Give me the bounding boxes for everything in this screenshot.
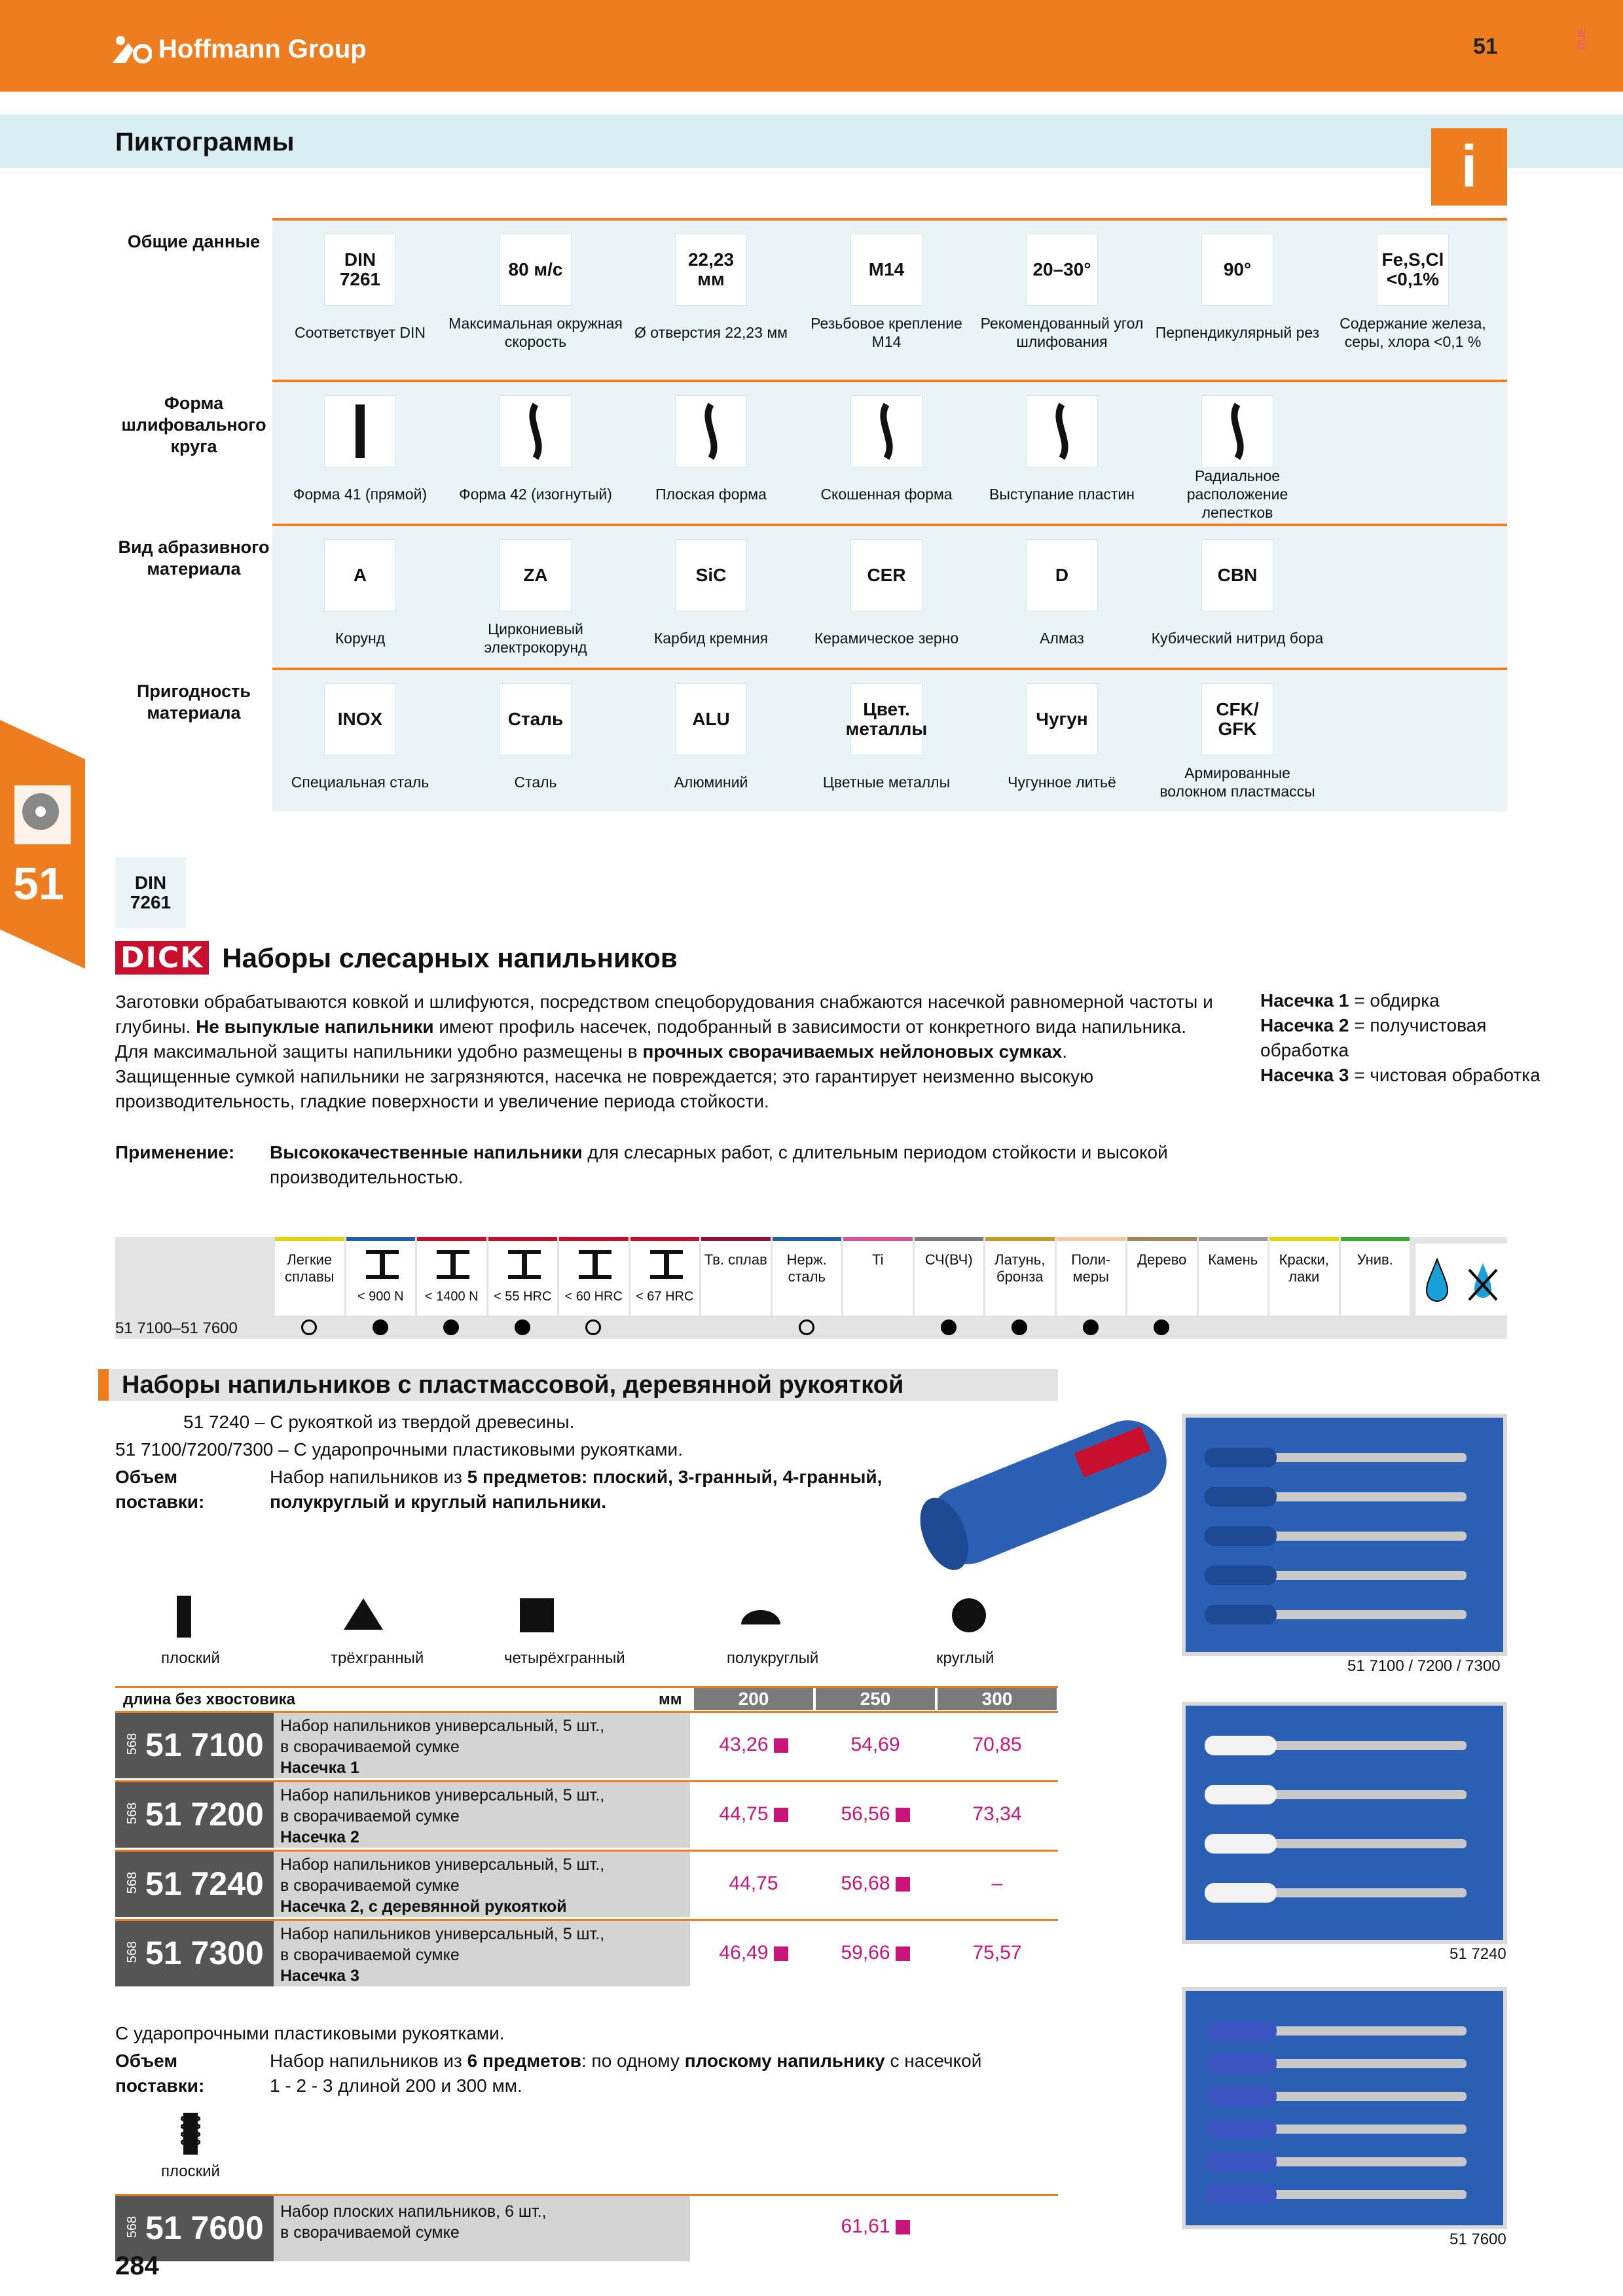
rolled-bag-image <box>910 1407 1185 1577</box>
product-description: Набор напильников универсальный, 5 шт., в сворачиваемой сумке Насечка 3 <box>280 1925 605 1985</box>
chapter-tab <box>0 720 85 969</box>
product-description: Набор напильников универсальный, 5 шт., в сворачиваемой сумке Насечка 2, с деревянной рукояткой <box>280 1856 605 1916</box>
pictogram-symbol: Fe,S,Cl <0,1% <box>1377 234 1448 305</box>
file-handle <box>1205 2087 1277 2106</box>
pictogram-label: Ø отверстия 22,23 мм <box>634 324 788 341</box>
pictogram-label: Соответствует DIN <box>294 324 426 341</box>
image-caption-3: 51 7600 <box>1450 2231 1506 2248</box>
pictogram-symbol: CER <box>851 540 922 611</box>
pictogram-symbol <box>1027 396 1097 467</box>
material-label: Ti <box>871 1251 884 1268</box>
coolant-drop-icon <box>1424 1257 1450 1302</box>
category-label: Вид абразивного материала <box>118 537 270 579</box>
pictogram-item <box>623 396 799 514</box>
file-profile-label: трёхгранный <box>331 1649 424 1667</box>
price-table-header: длина без хвостовика мм 200 250 300 <box>115 1686 1058 1710</box>
divider <box>115 668 1507 670</box>
pictogram-symbol: A <box>325 540 395 611</box>
pictogram-label: Сталь <box>514 774 557 791</box>
info-icon: i <box>1431 128 1507 206</box>
pictogram-symbol <box>851 396 922 467</box>
product-code[interactable]: 51 7200 <box>145 1796 264 1833</box>
suitability-mark <box>1154 1319 1169 1335</box>
product-description: Набор напильников универсальный, 5 шт., в сворачиваемой сумке Насечка 1 <box>280 1717 605 1777</box>
chapter-number: 51 <box>1473 34 1498 59</box>
material-label: Латунь, бронза <box>994 1251 1046 1285</box>
material-sub: < 1400 N <box>424 1289 479 1304</box>
pictogram-symbol: Чугун <box>1027 684 1097 755</box>
price-cell: 56,56 <box>816 1803 935 1825</box>
product-prefix: 568 <box>125 1732 140 1755</box>
coolant-icons <box>1415 1244 1507 1316</box>
material-sub: < 67 HRC <box>636 1289 694 1304</box>
pictogram-item <box>799 234 974 352</box>
pictogram-label: Карбид кремния <box>653 630 769 647</box>
pictogram-symbol: D <box>1027 540 1097 611</box>
pictogram-symbol <box>676 396 746 467</box>
dick-logo: DICK <box>115 941 209 975</box>
pictogram-item <box>974 234 1150 352</box>
stock-indicator <box>774 1808 788 1822</box>
material-sub: < 55 HRC <box>494 1289 552 1304</box>
material-sub: < 60 HRC <box>564 1289 623 1304</box>
pictogram-symbol <box>325 396 395 467</box>
material-label: Тв. сплав <box>704 1251 767 1268</box>
file-blade <box>1244 1571 1467 1580</box>
page-number: 284 <box>115 2251 159 2280</box>
divider <box>115 218 1507 221</box>
pictogram-item <box>799 540 974 658</box>
suitability-mark <box>799 1319 814 1335</box>
material-label: Дерево <box>1137 1251 1187 1268</box>
price-cell: – <box>991 1873 1003 1894</box>
file-blade <box>1244 1532 1467 1541</box>
product-use: Применение: Высококачественные напильники для слесарных работ, с длительным периодом стойкости и высокой производительностью. <box>115 1142 1168 1187</box>
file-blade <box>1244 2125 1467 2134</box>
stock-indicator <box>774 1946 788 1961</box>
flat-file-icon <box>181 2113 200 2155</box>
file-blade <box>1244 1610 1467 1619</box>
language-code: RUE <box>1576 27 1588 50</box>
product-prefix: 568 <box>125 1802 140 1825</box>
stock-indicator <box>896 1946 910 1961</box>
pictogram-symbol <box>500 396 571 467</box>
price-cell: 56,68 <box>816 1873 935 1895</box>
material-label: Унив. <box>1357 1251 1393 1268</box>
file-handle <box>1205 1605 1277 1624</box>
pictogram-label: Корунд <box>335 630 386 647</box>
suitability-mark <box>373 1319 388 1335</box>
pictogram-item <box>1150 684 1325 802</box>
pictogram-label: Плоская форма <box>655 486 767 503</box>
pictogram-item <box>799 684 974 802</box>
pictogram-item <box>1150 540 1325 658</box>
product-header <box>115 941 678 975</box>
file-profile-label: четырёхгранный <box>504 1649 625 1667</box>
file-profile-label: круглый <box>936 1649 994 1667</box>
category-label: Форма шлифовального круга <box>121 393 266 456</box>
pictogram-symbol: 90° <box>1202 234 1273 305</box>
pictogram-symbol: CBN <box>1202 540 1273 611</box>
steel-beam-web <box>380 1251 385 1278</box>
file-handle <box>1205 1883 1277 1903</box>
second-set-line1: С ударопрочными пластиковыми рукоятками. <box>115 2023 505 2043</box>
pictogram-label: Цветные металлы <box>822 774 951 791</box>
pictogram-item <box>1150 234 1325 352</box>
stock-indicator <box>774 1738 788 1753</box>
product-prefix: 568 <box>125 2215 140 2238</box>
pictogram-label: Керамическое зерно <box>814 630 959 647</box>
suitability-mark <box>443 1319 459 1335</box>
pictogram-label: Радиальное расположение лепестков <box>1186 467 1288 521</box>
file-blade <box>1244 2157 1467 2166</box>
price-cell: 46,49 <box>694 1942 813 1964</box>
product-prefix: 568 <box>125 1941 140 1964</box>
price-cell: 44,75 <box>729 1873 778 1894</box>
pictogram-item <box>272 540 448 658</box>
file-handle <box>1205 1834 1277 1854</box>
price-row <box>115 1711 1058 1779</box>
pictogram-label: Алюминий <box>674 774 748 791</box>
price-row-517600 <box>115 2194 1058 2262</box>
divider <box>115 524 1507 526</box>
pictogram-symbol: Цвет. металлы <box>851 684 922 755</box>
stock-indicator <box>896 1808 910 1822</box>
file-blade <box>1244 2092 1467 2101</box>
brand-logo-icon <box>113 34 152 64</box>
file-profile-icon <box>949 1596 991 1641</box>
cut-legend: Насечка 1 = обдирка Насечка 2 = получистовая обработка Насечка 3 = чистовая обработка <box>1260 990 1541 1085</box>
pictogram-item <box>974 396 1150 514</box>
pictogram-label: Выступание пластин <box>989 486 1135 503</box>
material-range: 51 7100–51 7600 <box>115 1319 238 1337</box>
suitability-mark <box>1083 1319 1099 1335</box>
file-handle <box>1205 1487 1277 1507</box>
file-handle <box>1205 1736 1277 1755</box>
pictogram-symbol: DIN 7261 <box>325 234 395 305</box>
product-description: Заготовки обрабатываются ковкой и шлифуются, посредством спецоборудования снабжаются насечкой равномерной частоты и глубины. Не выпуклые напильники имеют профиль насечек, подобранный в зависимости от конкретного вида напильника. Для максимальной защиты напильники удобно размещены в прочных сворачиваемых нейлоновых сумках. Защищенные сумкой напильники не загрязняются, насечка не повреждается; это гарантирует неизменно высокую производительность, гладкие поверхности и увеличение периода стойкости. <box>115 992 1213 1111</box>
file-blade <box>1244 2190 1467 2199</box>
material-label: Легкие сплавы <box>285 1251 335 1285</box>
file-handle <box>1205 2054 1277 2073</box>
pictogram-symbol: SiC <box>676 540 746 611</box>
pictogram-label: Максимальная окружная скорость <box>448 315 623 350</box>
price-cell: 73,34 <box>972 1803 1022 1825</box>
pictogram-item <box>974 684 1150 802</box>
pictogram-symbol: 80 м/с <box>500 234 571 305</box>
section-title: Пиктограммы <box>115 128 295 156</box>
stock-indicator <box>896 1877 910 1892</box>
pictogram-label: Армированные волокном пластмассы <box>1159 764 1315 800</box>
pictogram-item <box>1150 396 1325 521</box>
material-label: Камень <box>1208 1251 1258 1268</box>
image-caption-1: 51 7100 / 7200 / 7300 <box>1347 1657 1501 1675</box>
steel-beam-web <box>593 1251 598 1278</box>
brand-name: Hoffmann Group <box>158 34 367 63</box>
file-profile-icon <box>740 1596 782 1641</box>
divider <box>115 380 1507 382</box>
subsection-title: Наборы напильников с пластмассовой, деревянной рукояткой <box>98 1369 1058 1401</box>
price-row <box>115 1780 1058 1848</box>
size-200: 200 <box>694 1688 813 1710</box>
file-handle <box>1205 2152 1277 2172</box>
price-cell: 59,66 <box>816 1942 935 1964</box>
pictogram-label: Форма 42 (изогнутый) <box>459 486 612 503</box>
pictogram-label: Резьбовое крепление М14 <box>811 315 962 350</box>
product-code[interactable]: 51 7300 <box>145 1935 264 1971</box>
file-blade <box>1244 1492 1467 1501</box>
product-code[interactable]: 51 7100 <box>145 1727 264 1763</box>
file-blade <box>1244 1741 1467 1750</box>
price-cell: 70,85 <box>972 1734 1022 1755</box>
file-blade <box>1244 1453 1467 1462</box>
steel-beam-web <box>522 1251 527 1278</box>
price-row <box>115 1919 1058 1987</box>
file-profile-icon <box>517 1596 559 1641</box>
pictogram-symbol: 22,23 мм <box>676 234 746 305</box>
pictogram-label: Рекомендованный угол шлифования <box>980 315 1144 350</box>
pictogram-item <box>272 396 448 514</box>
suitability-mark <box>1012 1319 1027 1335</box>
pictogram-item <box>448 684 623 802</box>
pictogram-label: Кубический нитрид бора <box>1151 630 1324 647</box>
steel-beam-web <box>450 1251 456 1278</box>
product-description: Набор напильников универсальный, 5 шт., в сворачиваемой сумке Насечка 2 <box>280 1786 605 1846</box>
pictogram-item <box>623 540 799 658</box>
pictogram-item <box>799 396 974 514</box>
image-caption-2: 51 7240 <box>1450 1945 1506 1963</box>
din-badge: DIN 7261 <box>115 857 186 928</box>
pictogram-item <box>448 396 623 514</box>
pictogram-item <box>623 234 799 352</box>
steel-beam-web <box>664 1251 669 1278</box>
pictogram-label: Содержание железа, серы, хлора <0,1 % <box>1340 315 1486 350</box>
file-blade <box>1244 1888 1467 1897</box>
brand-logo <box>113 34 367 64</box>
subsection-line2: 51 7100/7200/7300 – С ударопрочными пластиковыми рукоятками. <box>115 1439 683 1460</box>
price-250: 61,61 <box>816 2215 935 2238</box>
price-cell: 75,57 <box>972 1942 1022 1964</box>
file-blade <box>1244 2059 1467 2068</box>
pictogram-item <box>272 234 448 352</box>
material-label: Поли-меры <box>1071 1251 1111 1285</box>
pictogram-symbol: CFK/ GFK <box>1202 684 1273 755</box>
pictogram-label: Алмаз <box>1040 630 1084 647</box>
file-profile-label: плоский <box>161 1649 220 1667</box>
material-label: Краски, лаки <box>1279 1251 1329 1285</box>
price-row <box>115 1850 1058 1918</box>
pictogram-symbol: Сталь <box>500 684 571 755</box>
pictogram-item <box>448 540 623 658</box>
pictogram-symbol: INOX <box>325 684 395 755</box>
suitability-mark <box>515 1319 530 1335</box>
file-profile-icon <box>344 1596 386 1641</box>
file-blade <box>1244 1790 1467 1799</box>
file-blade <box>1244 2026 1467 2036</box>
pictogram-label: Скошенная форма <box>820 486 953 503</box>
pictogram-label: Форма 41 (прямой) <box>293 486 428 503</box>
category-label: Общие данные <box>127 232 261 251</box>
pictogram-label: Циркониевый электрокорунд <box>484 620 587 656</box>
pictogram-label: Перпендикулярный рез <box>1155 324 1320 341</box>
pictogram-item <box>448 234 623 352</box>
pictogram-symbol <box>1202 396 1273 467</box>
pictogram-symbol: M14 <box>851 234 922 305</box>
file-handle <box>1205 2021 1277 2041</box>
material-label: Нерж. сталь <box>786 1251 827 1285</box>
suitability-mark <box>301 1319 317 1335</box>
suitability-mark <box>585 1319 601 1335</box>
pictogram-item <box>623 684 799 802</box>
file-handle <box>1205 1785 1277 1804</box>
product-prefix: 568 <box>125 1871 140 1894</box>
scope: Объем поставки: Набор напильников из 5 предметов: плоский, 3-гранный, 4-гранный, полукруглый и круглый напильники. <box>115 1467 883 1512</box>
price-cell: 54,69 <box>850 1734 900 1755</box>
size-250: 250 <box>816 1688 935 1710</box>
suitability-mark <box>941 1319 957 1335</box>
chapter-tab-number: 51 <box>13 858 64 909</box>
product-code[interactable]: 51 7240 <box>145 1865 264 1902</box>
pictogram-item <box>1325 234 1501 352</box>
pictogram-label: Специальная сталь <box>291 774 429 791</box>
pictogram-item <box>974 540 1150 658</box>
material-sub: < 900 N <box>357 1289 404 1304</box>
file-handle <box>1205 2185 1277 2204</box>
price-cell: 43,26 <box>694 1734 813 1756</box>
second-set-scope: Объем поставки: Набор напильников из 6 предметов: по одному плоскому напильнику с насечкой 1 - 2 - 3 длиной 200 и 300 мм. <box>115 2051 982 2096</box>
price-cell: 44,75 <box>694 1803 813 1825</box>
category-label: Пригодность материала <box>137 681 251 723</box>
file-handle <box>1205 1566 1277 1585</box>
file-handle <box>1205 1526 1277 1546</box>
file-handle <box>1205 1448 1277 1467</box>
pictogram-symbol: ALU <box>676 684 746 755</box>
product-code[interactable]: 51 7600 <box>145 2210 264 2246</box>
file-blade <box>1244 1839 1467 1848</box>
size-300: 300 <box>938 1688 1057 1710</box>
file-profile-icon <box>174 1596 216 1641</box>
dry-drop-icon <box>1467 1257 1499 1302</box>
pictogram-item <box>272 684 448 802</box>
pictogram-symbol: ZA <box>500 540 571 611</box>
file-profile-label: полукруглый <box>727 1649 819 1667</box>
pictogram-label: Чугунное литьё <box>1008 774 1116 791</box>
pictogram-symbol: 20–30° <box>1027 234 1097 305</box>
subsection-line1: 51 7240 – С рукояткой из твердой древесины. <box>183 1412 575 1432</box>
product-title: Наборы слесарных напильников <box>222 942 678 973</box>
product-description: Набор плоских напильников, 6 шт., в сворачиваемой сумке <box>280 2202 547 2242</box>
material-label: СЧ(ВЧ) <box>924 1251 973 1268</box>
flat-file-label: плоский <box>161 2162 220 2180</box>
file-handle <box>1205 2119 1277 2139</box>
